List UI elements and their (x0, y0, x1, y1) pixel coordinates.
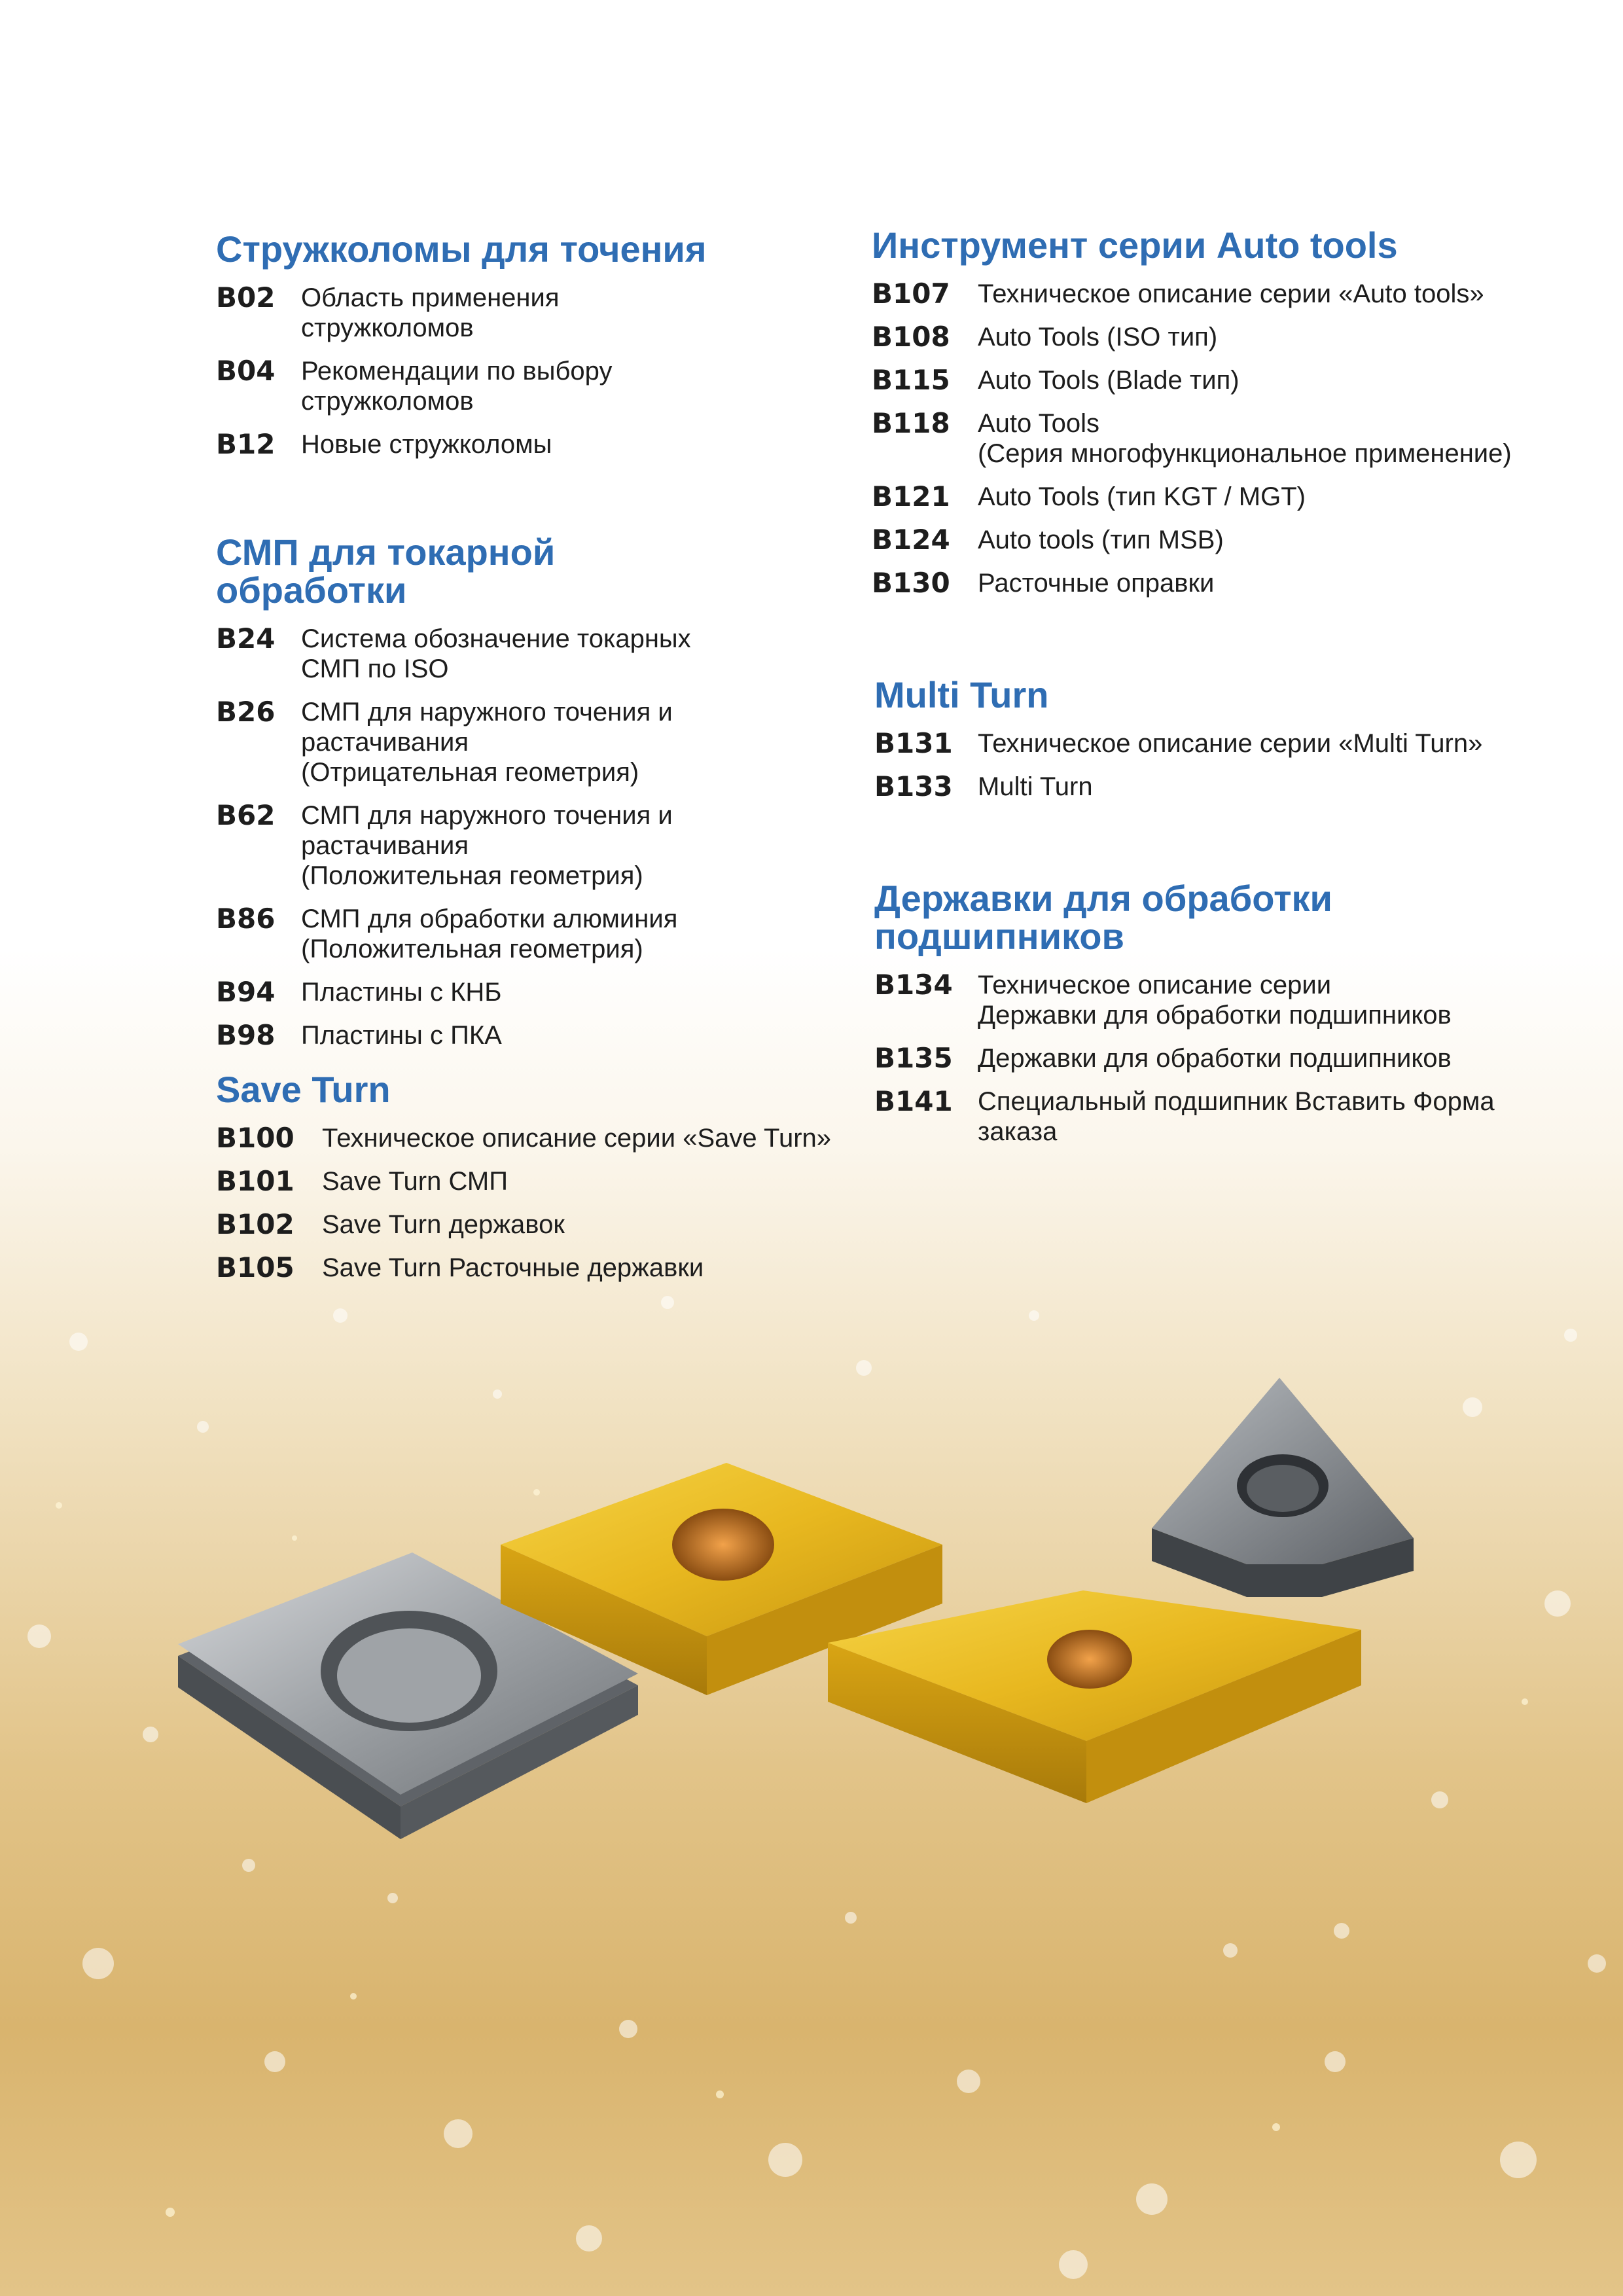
section-save-turn (216, 1071, 844, 1296)
page-code: B134 (874, 969, 953, 1001)
entry-description: Пластины с ПКА (301, 1021, 502, 1050)
entry-description: Auto Tools (Серия многофункциональное применение) (978, 409, 1512, 468)
section-title: Multi Turn (874, 674, 1049, 715)
section-chipbreakers (216, 230, 844, 473)
toc-entry[interactable] (216, 1253, 844, 1283)
entry-description: Державки для обработки подшипников (978, 1044, 1452, 1073)
toc-entry[interactable] (216, 624, 844, 684)
entry-description: Auto Tools (ISO тип) (978, 323, 1218, 351)
entry-description: Save Turn державок (322, 1210, 565, 1239)
page-code: B124 (872, 524, 950, 556)
entry-description: Техническое описание серии Державки для обработки подшипников (978, 971, 1452, 1030)
entry-description: СМП для обработки алюминия (Положительная геометрия) (301, 905, 678, 963)
toc-entry[interactable] (874, 1043, 1568, 1073)
page-code: B04 (216, 355, 276, 387)
inserts-illustration (0, 1329, 1623, 2049)
section-multi-turn (874, 676, 1568, 815)
section-title: Стружколомы для точения (216, 228, 707, 270)
toc-entry[interactable] (216, 429, 844, 459)
entry-description: СМП для наружного точения и растачивания (Отрицательная геометрия) (301, 698, 673, 787)
entry-description: Пластины с КНБ (301, 978, 502, 1007)
entry-description: Техническое описание серии «Auto tools» (978, 279, 1484, 308)
entry-description: Специальный подшипник Вставить Форма заказа (978, 1087, 1495, 1146)
toc-entry[interactable] (216, 1210, 844, 1240)
toc-entry[interactable] (872, 525, 1565, 555)
page-code: B131 (874, 727, 953, 759)
page-code: B02 (216, 281, 276, 314)
page-code: B86 (216, 903, 276, 935)
entry-description: Новые стружколомы (301, 430, 552, 459)
toc-entry[interactable] (216, 1020, 844, 1050)
toc-entry[interactable] (872, 279, 1565, 309)
toc-entry[interactable] (216, 904, 844, 964)
entry-description: СМП для наружного точения и растачивания (Положительная геометрия) (301, 801, 673, 890)
toc-entry[interactable] (216, 977, 844, 1007)
entry-description: Save Turn СМП (322, 1167, 508, 1196)
entry-description: Область применения стружколомов (301, 283, 560, 342)
toc-entry[interactable] (216, 1123, 844, 1153)
page-code: B141 (874, 1085, 953, 1117)
entry-description: Multi Turn (978, 772, 1093, 801)
page-code: B115 (872, 364, 950, 396)
section-title: СМП для токарной обработки (216, 531, 556, 611)
page-code: B24 (216, 622, 276, 655)
toc-entry[interactable] (216, 800, 844, 891)
section-auto-tools (872, 226, 1565, 611)
page-code: B26 (216, 696, 276, 728)
entry-description: Рекомендации по выбору стружколомов (301, 357, 613, 416)
toc-entry[interactable] (872, 408, 1565, 469)
entry-description: Система обозначение токарных СМП по ISO (301, 624, 691, 683)
page-code: B107 (872, 278, 950, 310)
page-code: B94 (216, 976, 276, 1008)
page-code: B100 (216, 1122, 294, 1154)
page-code: B62 (216, 799, 276, 831)
toc-entry[interactable] (874, 1086, 1568, 1147)
gray-trigon-insert (1152, 1378, 1414, 1597)
section-bearing-holders (874, 880, 1568, 1160)
page-code: B133 (874, 770, 953, 802)
toc-entry[interactable] (872, 568, 1565, 598)
page-code: B98 (216, 1019, 276, 1051)
toc-entry[interactable] (872, 482, 1565, 512)
page-code: B12 (216, 428, 276, 460)
page-code: B105 (216, 1251, 294, 1283)
entry-description: Save Turn Расточные державки (322, 1253, 704, 1282)
toc-entry[interactable] (874, 728, 1568, 759)
toc-entry[interactable] (216, 356, 844, 416)
toc-entry[interactable] (216, 697, 844, 787)
entry-description: Auto tools (тип MSB) (978, 526, 1224, 554)
entry-description: Расточные оправки (978, 569, 1215, 598)
toc-entry[interactable] (874, 772, 1568, 802)
page-code: B118 (872, 407, 950, 439)
entry-description: Техническое описание серии «Save Turn» (322, 1124, 832, 1153)
page-code: B101 (216, 1165, 294, 1197)
page-code: B130 (872, 567, 950, 599)
toc-entry[interactable] (872, 365, 1565, 395)
section-turning-inserts (216, 533, 844, 1064)
toc-entry[interactable] (872, 322, 1565, 352)
page-code: B102 (216, 1208, 294, 1240)
section-title: Save Turn (216, 1069, 391, 1110)
toc-entry[interactable] (874, 970, 1568, 1030)
page-code: B121 (872, 480, 950, 512)
section-title: Державки для обработки подшипников (874, 878, 1332, 957)
gold-diamond-insert (828, 1590, 1361, 1803)
toc-entry[interactable] (216, 283, 844, 343)
entry-description: Auto Tools (тип KGT / MGT) (978, 482, 1306, 511)
section-title: Инструмент серии Auto tools (872, 224, 1398, 266)
entry-description: Техническое описание серии «Multi Turn» (978, 729, 1483, 758)
entry-description: Auto Tools (Blade тип) (978, 366, 1240, 395)
page-code: B108 (872, 321, 950, 353)
page-code: B135 (874, 1042, 953, 1074)
toc-entry[interactable] (216, 1166, 844, 1196)
